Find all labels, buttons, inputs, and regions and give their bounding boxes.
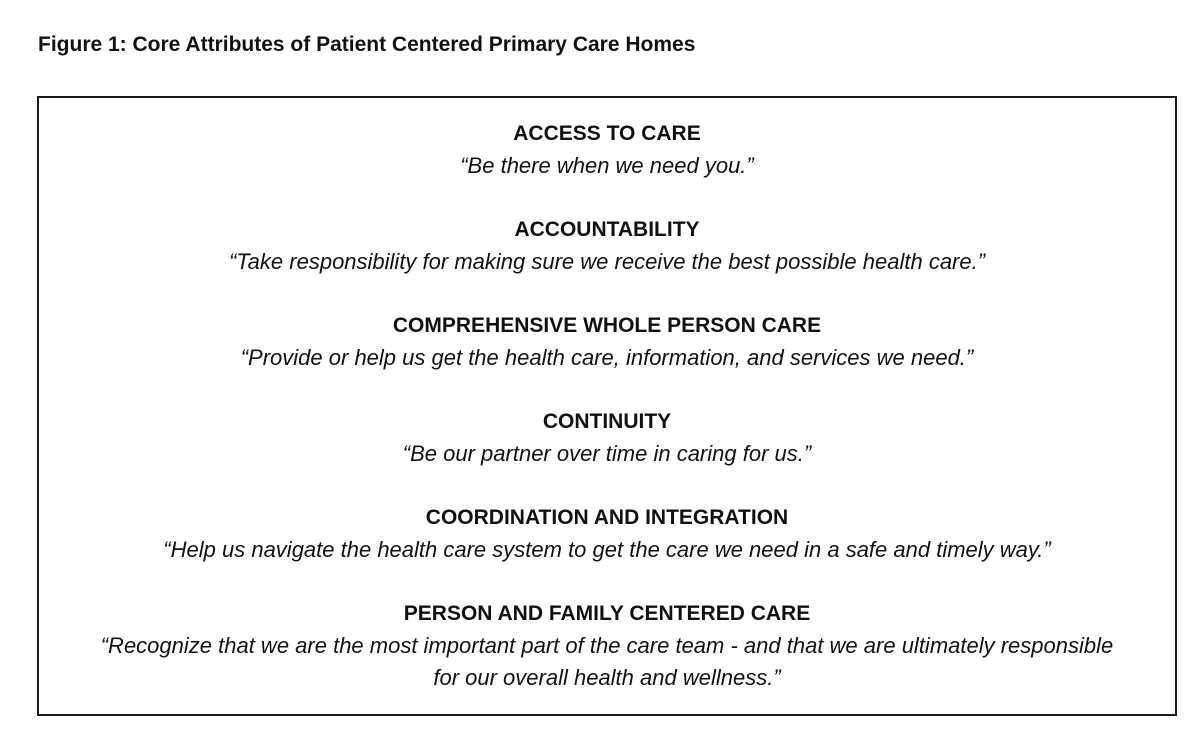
attribute-continuity: [39, 408, 1175, 504]
attribute-person-and-family-centered-care: [39, 600, 1175, 696]
attribute-quote: “Take responsibility for making sure we receive the best possible health care.”: [228, 249, 986, 274]
attribute-heading: COMPREHENSIVE WHOLE PERSON CARE: [392, 314, 822, 337]
attribute-quote: “Recognize that we are the most important part of the care team - and that we are ultimately responsible for our overall health and wellness.”: [100, 633, 1114, 690]
attribute-heading: ACCOUNTABILITY: [514, 218, 700, 241]
attribute-quote: “Provide or help us get the health care, information, and services we need.”: [240, 345, 974, 370]
attribute-heading: ACCESS TO CARE: [513, 122, 701, 145]
attribute-heading: COORDINATION AND INTEGRATION: [425, 506, 789, 529]
attributes-box: [37, 96, 1177, 716]
attribute-quote: “Be our partner over time in caring for us.”: [402, 441, 812, 466]
attribute-access-to-care: [39, 120, 1175, 216]
attribute-heading: PERSON AND FAMILY CENTERED CARE: [403, 602, 811, 625]
attribute-quote: “Help us navigate the health care system to get the care we need in a safe and timely way.”: [163, 537, 1051, 562]
attribute-comprehensive-whole-person-care: [39, 312, 1175, 408]
attribute-coordination-and-integration: [39, 504, 1175, 600]
figure-title: Figure 1: Core Attributes of Patient Centered Primary Care Homes: [38, 33, 696, 56]
attribute-quote: “Be there when we need you.”: [460, 153, 754, 178]
attribute-heading: CONTINUITY: [542, 410, 672, 433]
attribute-accountability: [39, 216, 1175, 312]
